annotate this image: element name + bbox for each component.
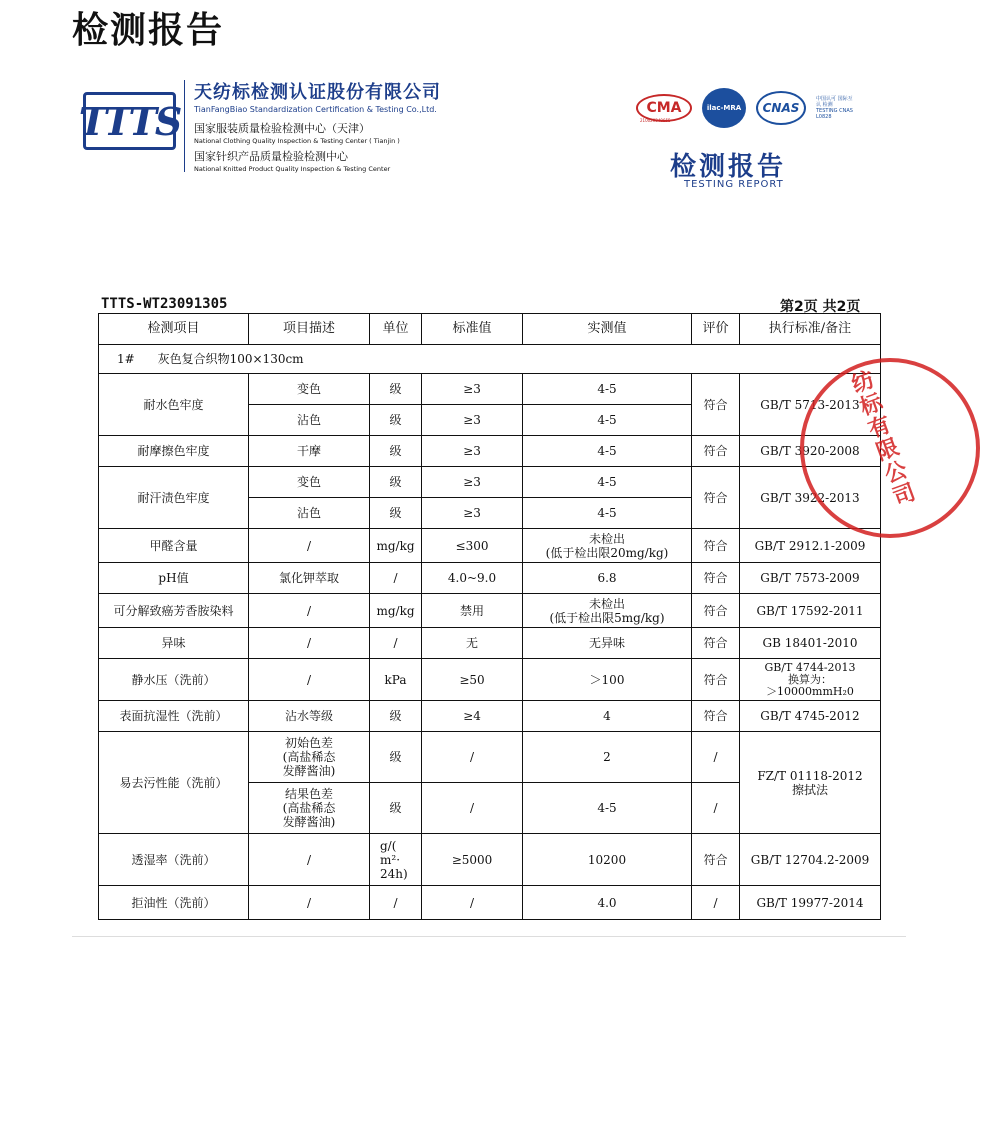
col-header: 检测项目: [99, 314, 249, 345]
unit-cell: /: [370, 563, 422, 594]
table-header-row: [99, 314, 881, 345]
company-block: [194, 78, 441, 173]
item-cell: 易去污性能（洗前）: [99, 732, 249, 834]
eval-cell: 符合: [692, 374, 740, 436]
page-info: 第2页 共2页: [780, 299, 861, 315]
eval-cell: /: [692, 886, 740, 920]
item-cell: 透湿率（洗前）: [99, 834, 249, 886]
desc-line: 初始色差: [284, 736, 333, 750]
table-row: [99, 628, 881, 659]
std-cell: ≥5000: [422, 834, 523, 886]
item-cell: 耐汗渍色牢度: [99, 467, 249, 529]
value-line: (低于检出限5mg/kg): [549, 610, 665, 625]
unit-cell: /: [370, 628, 422, 659]
report-number: TTTS-WT23091305: [101, 296, 228, 312]
results-table: [98, 313, 881, 920]
value-cell: 无异味: [523, 628, 692, 659]
value-cell: [523, 594, 692, 628]
value-cell: 4-5: [523, 374, 692, 405]
std-cell: ≤300: [422, 529, 523, 563]
item-cell: 静水压（洗前）: [99, 659, 249, 701]
standard-cell: GB/T 4745-2012: [740, 701, 881, 732]
desc-cell: /: [249, 628, 370, 659]
std-cell: 无: [422, 628, 523, 659]
desc-cell: /: [249, 886, 370, 920]
center2-en: National Knitted Product Quality Inspection & Testing Center: [194, 165, 391, 173]
std-cell: ≥4: [422, 701, 523, 732]
item-cell: 可分解致癌芳香胺染料: [99, 594, 249, 628]
value-cell: 10200: [523, 834, 692, 886]
table-row: [99, 436, 881, 467]
std-cell: 禁用: [422, 594, 523, 628]
desc-line: 结果色差: [284, 787, 333, 801]
eval-cell: 符合: [692, 436, 740, 467]
eval-cell: 符合: [692, 834, 740, 886]
desc-cell: 变色: [249, 374, 370, 405]
unit-line: m²·: [380, 852, 401, 867]
table-row: [99, 467, 881, 498]
desc-cell: 干摩: [249, 436, 370, 467]
std-cell: ≥3: [422, 405, 523, 436]
std-cell: 4.0~9.0: [422, 563, 523, 594]
std-cell: /: [422, 886, 523, 920]
std-cell: /: [422, 783, 523, 834]
desc-cell: [249, 783, 370, 834]
ilac-mra-icon: ilac-MRA: [702, 88, 746, 128]
report-title-cn: 检测报告: [670, 152, 787, 182]
standard-cell: GB/T 5713-2013: [740, 374, 881, 436]
unit-cell: 级: [370, 732, 422, 783]
value-cell: 6.8: [523, 563, 692, 594]
table-row: [99, 834, 881, 886]
unit-cell: mg/kg: [370, 594, 422, 628]
cma-icon: CMA: [636, 94, 692, 122]
sample-cell: [99, 345, 881, 374]
value-cell: 2: [523, 732, 692, 783]
col-header: 执行标准/备注: [740, 314, 881, 345]
value-cell: 4-5: [523, 467, 692, 498]
value-cell: [523, 529, 692, 563]
unit-cell: 级: [370, 498, 422, 529]
standard-cell: [740, 732, 881, 834]
desc-cell: 沾色: [249, 498, 370, 529]
center2-cn: 国家针织产品质量检验检测中心: [194, 150, 348, 163]
unit-line: g/(: [380, 838, 397, 853]
company-name-en: TianFangBiao Standardization Certification & Testing Co.,Ltd.: [194, 105, 437, 114]
item-cell: pH值: [99, 563, 249, 594]
item-cell: 耐水色牢度: [99, 374, 249, 436]
company-name-cn: 天纺标检测认证股份有限公司: [194, 82, 441, 103]
eval-cell: 符合: [692, 701, 740, 732]
sample-row: [99, 345, 881, 374]
desc-cell: 沾水等级: [249, 701, 370, 732]
standard-cell: [740, 659, 881, 701]
standard-line: 擦拭法: [791, 782, 828, 797]
desc-cell: /: [249, 594, 370, 628]
value-line: (低于检出限20mg/kg): [545, 545, 669, 560]
eval-cell: 符合: [692, 659, 740, 701]
desc-cell: 氯化钾萃取: [249, 563, 370, 594]
standard-cell: GB/T 2912.1-2009: [740, 529, 881, 563]
eval-cell: 符合: [692, 467, 740, 529]
table-row: [99, 529, 881, 563]
table-row: [99, 886, 881, 920]
standard-cell: GB/T 3922-2013: [740, 467, 881, 529]
cma-code: 210020349655: [640, 118, 671, 123]
unit-line: 24h): [380, 866, 408, 881]
header-divider: [184, 80, 185, 172]
col-header: 实测值: [523, 314, 692, 345]
standard-cell: GB/T 12704.2-2009: [740, 834, 881, 886]
desc-cell: /: [249, 834, 370, 886]
col-header: 标准值: [422, 314, 523, 345]
standard-cell: GB 18401-2010: [740, 628, 881, 659]
standard-line: 换算为：: [788, 672, 832, 686]
standard-cell: GB/T 19977-2014: [740, 886, 881, 920]
value-cell: 4: [523, 701, 692, 732]
item-cell: 甲醛含量: [99, 529, 249, 563]
item-cell: 表面抗湿性（洗前）: [99, 701, 249, 732]
value-cell: ＞100: [523, 659, 692, 701]
value-cell: 4-5: [523, 405, 692, 436]
unit-cell: 级: [370, 436, 422, 467]
unit-cell: 级: [370, 701, 422, 732]
table-row: [99, 659, 881, 701]
table-row: [99, 732, 881, 783]
eval-cell: 符合: [692, 628, 740, 659]
page-title: 检测报告: [72, 10, 225, 51]
desc-cell: 变色: [249, 467, 370, 498]
table-row: [99, 374, 881, 405]
cnas-caption: 中国认可 国际互认 检测 TESTING CNAS L0828: [816, 96, 853, 120]
center1-cn: 国家服装质量检验检测中心（天津）: [194, 122, 370, 135]
standard-line: FZ/T 01118-2012: [757, 768, 863, 783]
standard-line: GB/T 4744-2013: [764, 660, 856, 674]
standard-cell: GB/T 3920-2008: [740, 436, 881, 467]
table-row: [99, 563, 881, 594]
table-row: [99, 701, 881, 732]
footer-divider: [72, 936, 906, 937]
standard-cell: GB/T 17592-2011: [740, 594, 881, 628]
std-cell: ≥3: [422, 498, 523, 529]
value-cell: 4-5: [523, 498, 692, 529]
desc-line: 发酵酱油): [282, 764, 336, 778]
value-line: 未检出: [588, 596, 625, 611]
unit-cell: [370, 834, 422, 886]
desc-cell: /: [249, 529, 370, 563]
unit-cell: /: [370, 886, 422, 920]
std-cell: ≥3: [422, 436, 523, 467]
desc-cell: 沾色: [249, 405, 370, 436]
std-cell: /: [422, 732, 523, 783]
desc-cell: /: [249, 659, 370, 701]
unit-cell: mg/kg: [370, 529, 422, 563]
sample-no: 1#: [117, 352, 135, 366]
cnas-icon: CNAS: [756, 91, 806, 125]
value-cell: 4-5: [523, 436, 692, 467]
eval-cell: /: [692, 732, 740, 783]
desc-cell: [249, 732, 370, 783]
desc-line: (高盐稀态: [282, 801, 336, 815]
col-header: 单位: [370, 314, 422, 345]
value-cell: 4.0: [523, 886, 692, 920]
unit-cell: 级: [370, 467, 422, 498]
unit-cell: 级: [370, 374, 422, 405]
eval-cell: 符合: [692, 529, 740, 563]
unit-cell: 级: [370, 405, 422, 436]
sample-name: 灰色复合织物100×130cm: [157, 352, 304, 366]
center1-en: National Clothing Quality Inspection & Testing Center ( Tianjin ): [194, 137, 400, 145]
col-header: 评价: [692, 314, 740, 345]
item-cell: 拒油性（洗前）: [99, 886, 249, 920]
standard-line: ＞10000mmH₂0: [766, 684, 854, 698]
ttts-logo: TTTS: [83, 92, 176, 150]
item-cell: 异味: [99, 628, 249, 659]
report-title-en: TESTING REPORT: [684, 179, 784, 190]
eval-cell: /: [692, 783, 740, 834]
unit-cell: 级: [370, 783, 422, 834]
eval-cell: 符合: [692, 594, 740, 628]
unit-cell: kPa: [370, 659, 422, 701]
eval-cell: 符合: [692, 563, 740, 594]
value-cell: 4-5: [523, 783, 692, 834]
std-cell: ≥3: [422, 467, 523, 498]
desc-line: (高盐稀态: [282, 750, 336, 764]
value-line: 未检出: [588, 531, 625, 546]
desc-line: 发酵酱油): [282, 815, 336, 829]
std-cell: ≥50: [422, 659, 523, 701]
table-row: [99, 594, 881, 628]
stamp-text: 纺标有限公司: [845, 367, 918, 511]
col-header: 项目描述: [249, 314, 370, 345]
std-cell: ≥3: [422, 374, 523, 405]
item-cell: 耐摩擦色牢度: [99, 436, 249, 467]
standard-cell: GB/T 7573-2009: [740, 563, 881, 594]
